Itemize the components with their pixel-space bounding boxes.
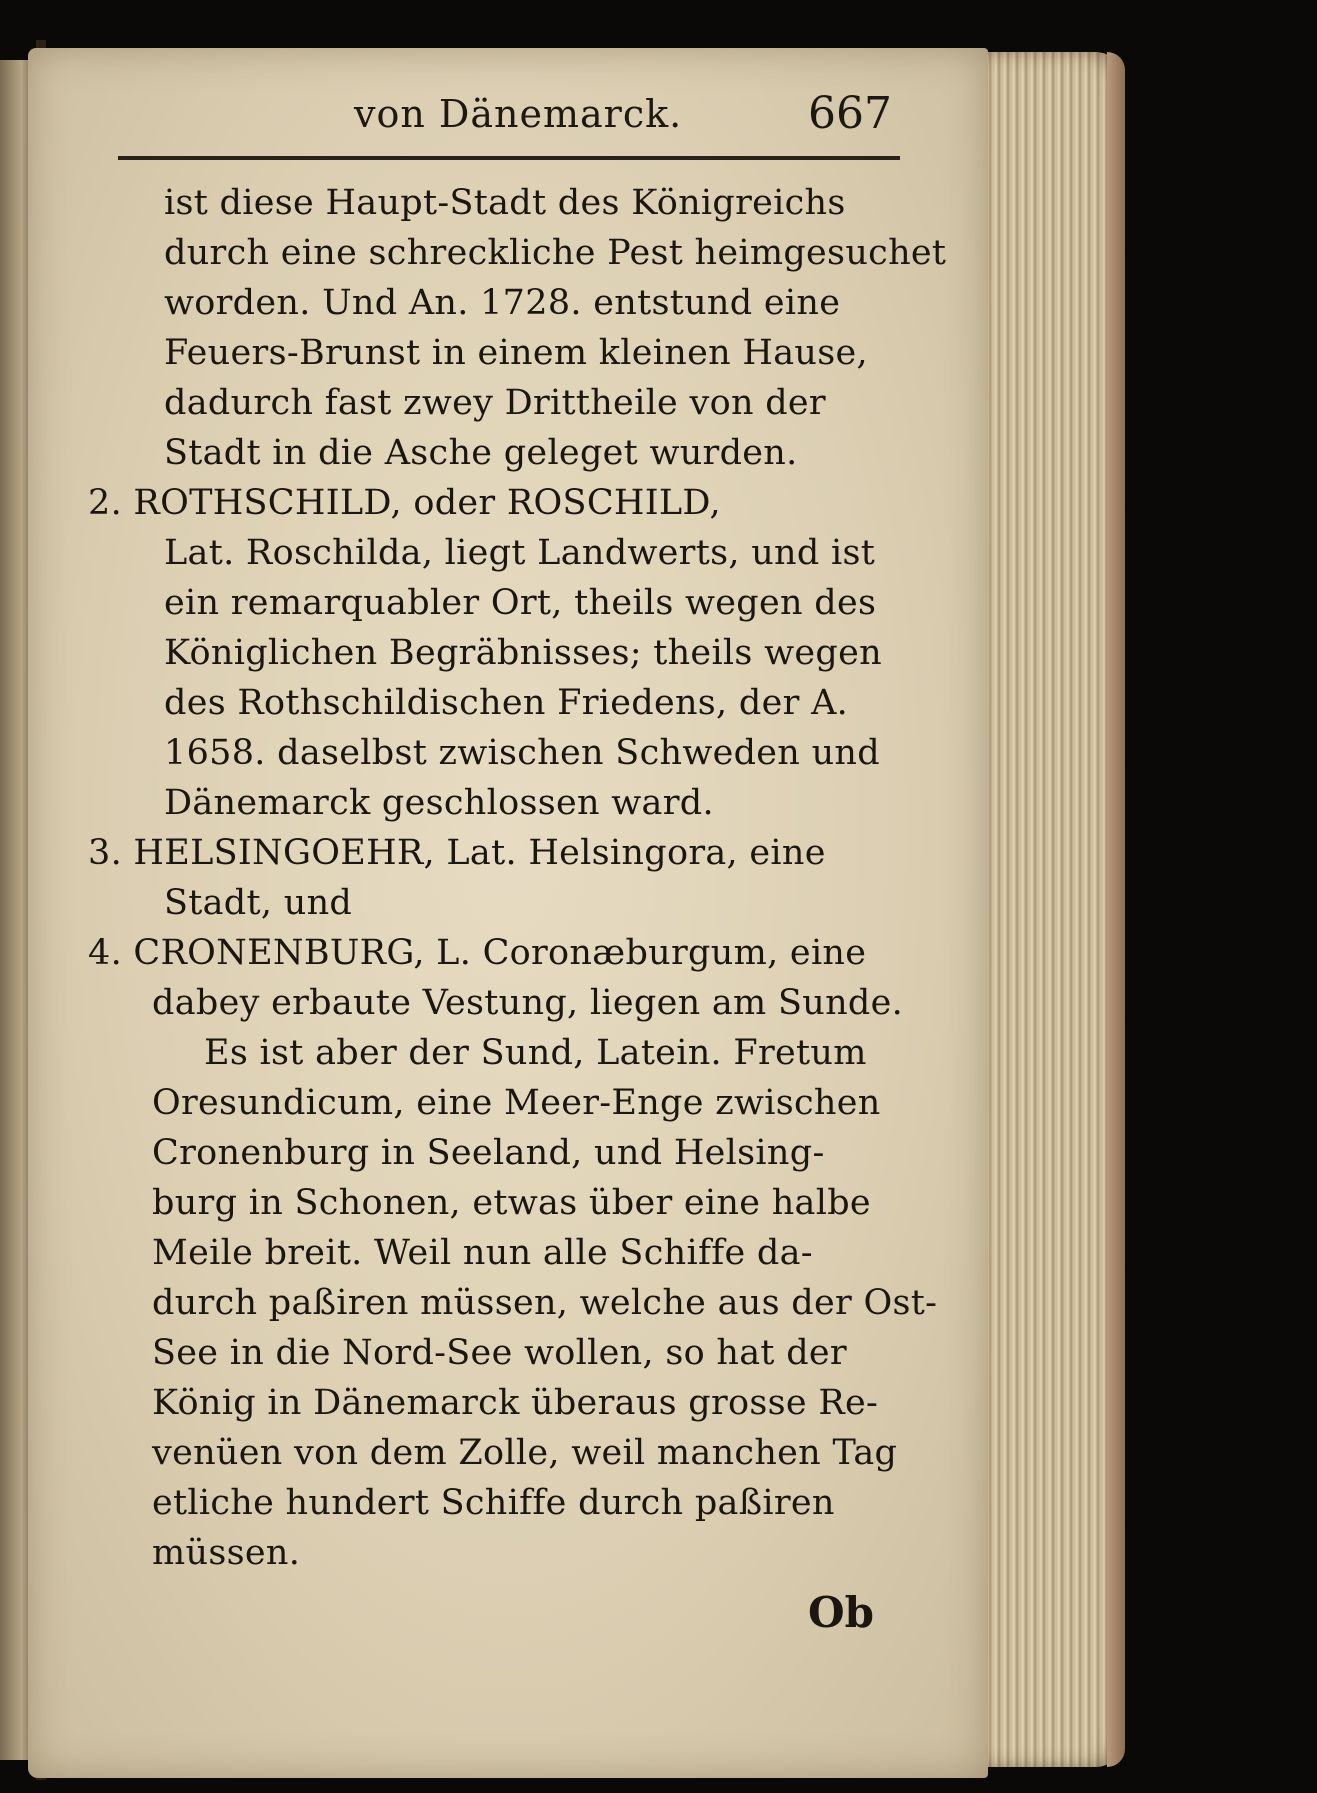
text-line: venüen von dem Zolle, weil manchen Tag [152,1433,898,1473]
text-line: 3. HELSINGOEHR, Lat. Helsingora, eine [88,833,826,873]
text-line: 1658. daselbst zwischen Schweden und [164,733,880,773]
text-line: Oresundicum, eine Meer-Enge zwischen [152,1083,881,1123]
text-line: Meile breit. Weil nun alle Schiffe da- [152,1233,813,1273]
text-line: Lat. Roschilda, liegt Landwerts, und ist [164,533,876,573]
catchword: Ob [808,1588,874,1637]
text-line: Königlichen Begräbnisses; theils wegen [164,633,882,673]
text-line: worden. Und An. 1728. entstund eine [164,283,841,323]
text-line: dabey erbaute Vestung, liegen am Sunde. [152,983,904,1023]
text-line: ein remarquabler Ort, theils wegen des [164,583,877,623]
text-line: 4. CRONENBURG, L. Coronæburgum, eine [88,933,867,973]
text-line: Dänemarck geschlossen ward. [164,783,714,823]
text-line: burg in Schonen, etwas über eine halbe [152,1183,871,1223]
text-line: See in die Nord-See wollen, so hat der [152,1333,847,1373]
text-line: Cronenburg in Seeland, und Helsing- [152,1133,825,1173]
text-line: Stadt, und [164,883,353,923]
page-number: 667 [808,88,892,139]
text-line: Stadt in die Asche geleget wurden. [164,433,798,473]
text-line: durch eine schreckliche Pest heimgesuchet [164,233,947,273]
text-line: etliche hundert Schiffe durch paßiren [152,1483,835,1523]
page-header [118,82,898,152]
text-line: durch paßiren müssen, welche aus der Ost- [152,1283,938,1323]
text-line: müssen. [152,1533,301,1573]
page-fore-edge [975,52,1125,1767]
text-line: dadurch fast zwey Drittheile von der [164,383,826,423]
text-line: ist diese Haupt-Stadt des Königreichs [164,183,846,223]
text-line: König in Dänemarck überaus grosse Re- [152,1383,879,1423]
text-line: 2. ROTHSCHILD, oder ROSCHILD, [88,483,721,523]
header-rule [118,156,900,160]
text-line: Feuers-Brunst in einem kleinen Hause, [164,333,868,373]
text-line: des Rothschildischen Friedens, der A. [164,683,849,723]
running-title: von Dänemarck. [354,92,683,136]
text-line: Es ist aber der Sund, Latein. Fretum [204,1033,867,1073]
